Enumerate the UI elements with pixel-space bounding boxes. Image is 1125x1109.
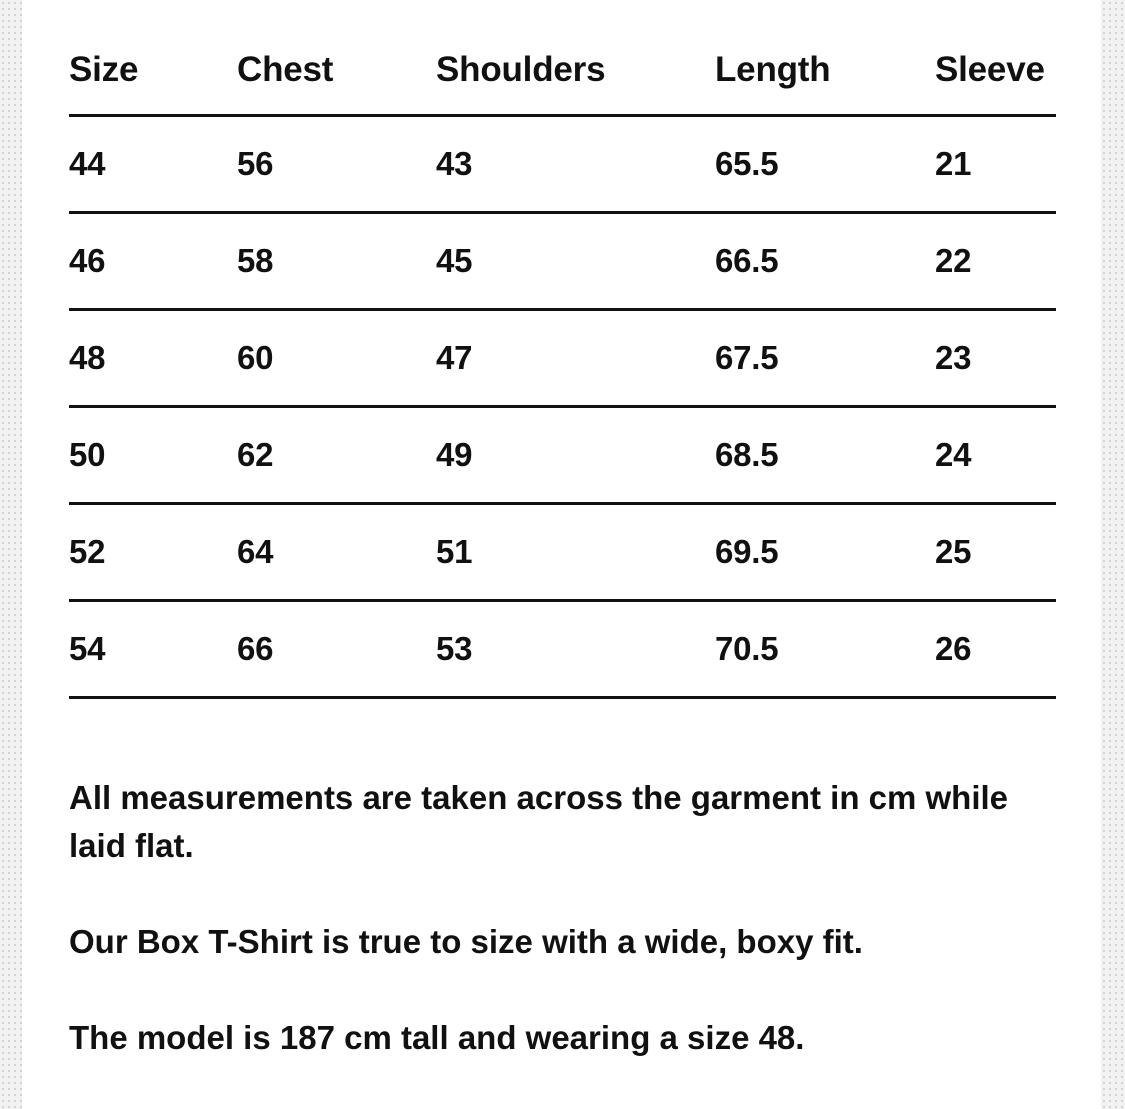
table-row <box>69 214 1056 311</box>
measurement-note: All measurements are taken across the garment in cm while laid flat. <box>69 779 1009 864</box>
cell-chest: 62 <box>237 436 274 473</box>
cell-size: 50 <box>69 436 106 473</box>
table-row <box>69 602 1056 699</box>
size-chart-table <box>69 40 1056 699</box>
cell-chest: 66 <box>237 630 274 667</box>
cell-sleeve: 24 <box>935 436 972 473</box>
cell-size: 54 <box>69 630 106 667</box>
header-sleeve: Sleeve <box>935 50 1045 89</box>
table-row <box>69 408 1056 505</box>
size-notes <box>69 774 1059 1062</box>
cell-shoulders: 49 <box>436 436 473 473</box>
cell-size: 48 <box>69 339 106 376</box>
cell-size: 46 <box>69 242 106 279</box>
cell-shoulders: 47 <box>436 339 473 376</box>
cell-chest: 64 <box>237 533 274 570</box>
cell-length: 66.5 <box>715 242 779 279</box>
header-chest: Chest <box>237 50 334 89</box>
cell-length: 67.5 <box>715 339 779 376</box>
table-row <box>69 117 1056 214</box>
cell-shoulders: 51 <box>436 533 473 570</box>
header-length: Length <box>715 50 831 89</box>
table-row <box>69 505 1056 602</box>
cell-length: 69.5 <box>715 533 779 570</box>
cell-sleeve: 21 <box>935 145 972 182</box>
cell-length: 65.5 <box>715 145 779 182</box>
cell-chest: 56 <box>237 145 274 182</box>
cell-chest: 58 <box>237 242 274 279</box>
cell-sleeve: 22 <box>935 242 972 279</box>
cell-sleeve: 25 <box>935 533 972 570</box>
cell-length: 70.5 <box>715 630 779 667</box>
cell-chest: 60 <box>237 339 274 376</box>
cell-shoulders: 53 <box>436 630 473 667</box>
cell-size: 52 <box>69 533 106 570</box>
header-size: Size <box>69 50 139 89</box>
left-dotted-gutter <box>0 0 22 1109</box>
fit-note: Our Box T-Shirt is true to size with a wide, boxy fit. <box>69 923 863 960</box>
cell-sleeve: 26 <box>935 630 972 667</box>
cell-size: 44 <box>69 145 106 182</box>
header-shoulders: Shoulders <box>436 50 606 89</box>
right-dotted-gutter <box>1101 0 1125 1109</box>
cell-shoulders: 43 <box>436 145 473 182</box>
cell-length: 68.5 <box>715 436 779 473</box>
table-header-row <box>69 40 1056 117</box>
table-row <box>69 311 1056 408</box>
cell-shoulders: 45 <box>436 242 473 279</box>
model-note: The model is 187 cm tall and wearing a size 48. <box>69 1019 805 1056</box>
cell-sleeve: 23 <box>935 339 972 376</box>
